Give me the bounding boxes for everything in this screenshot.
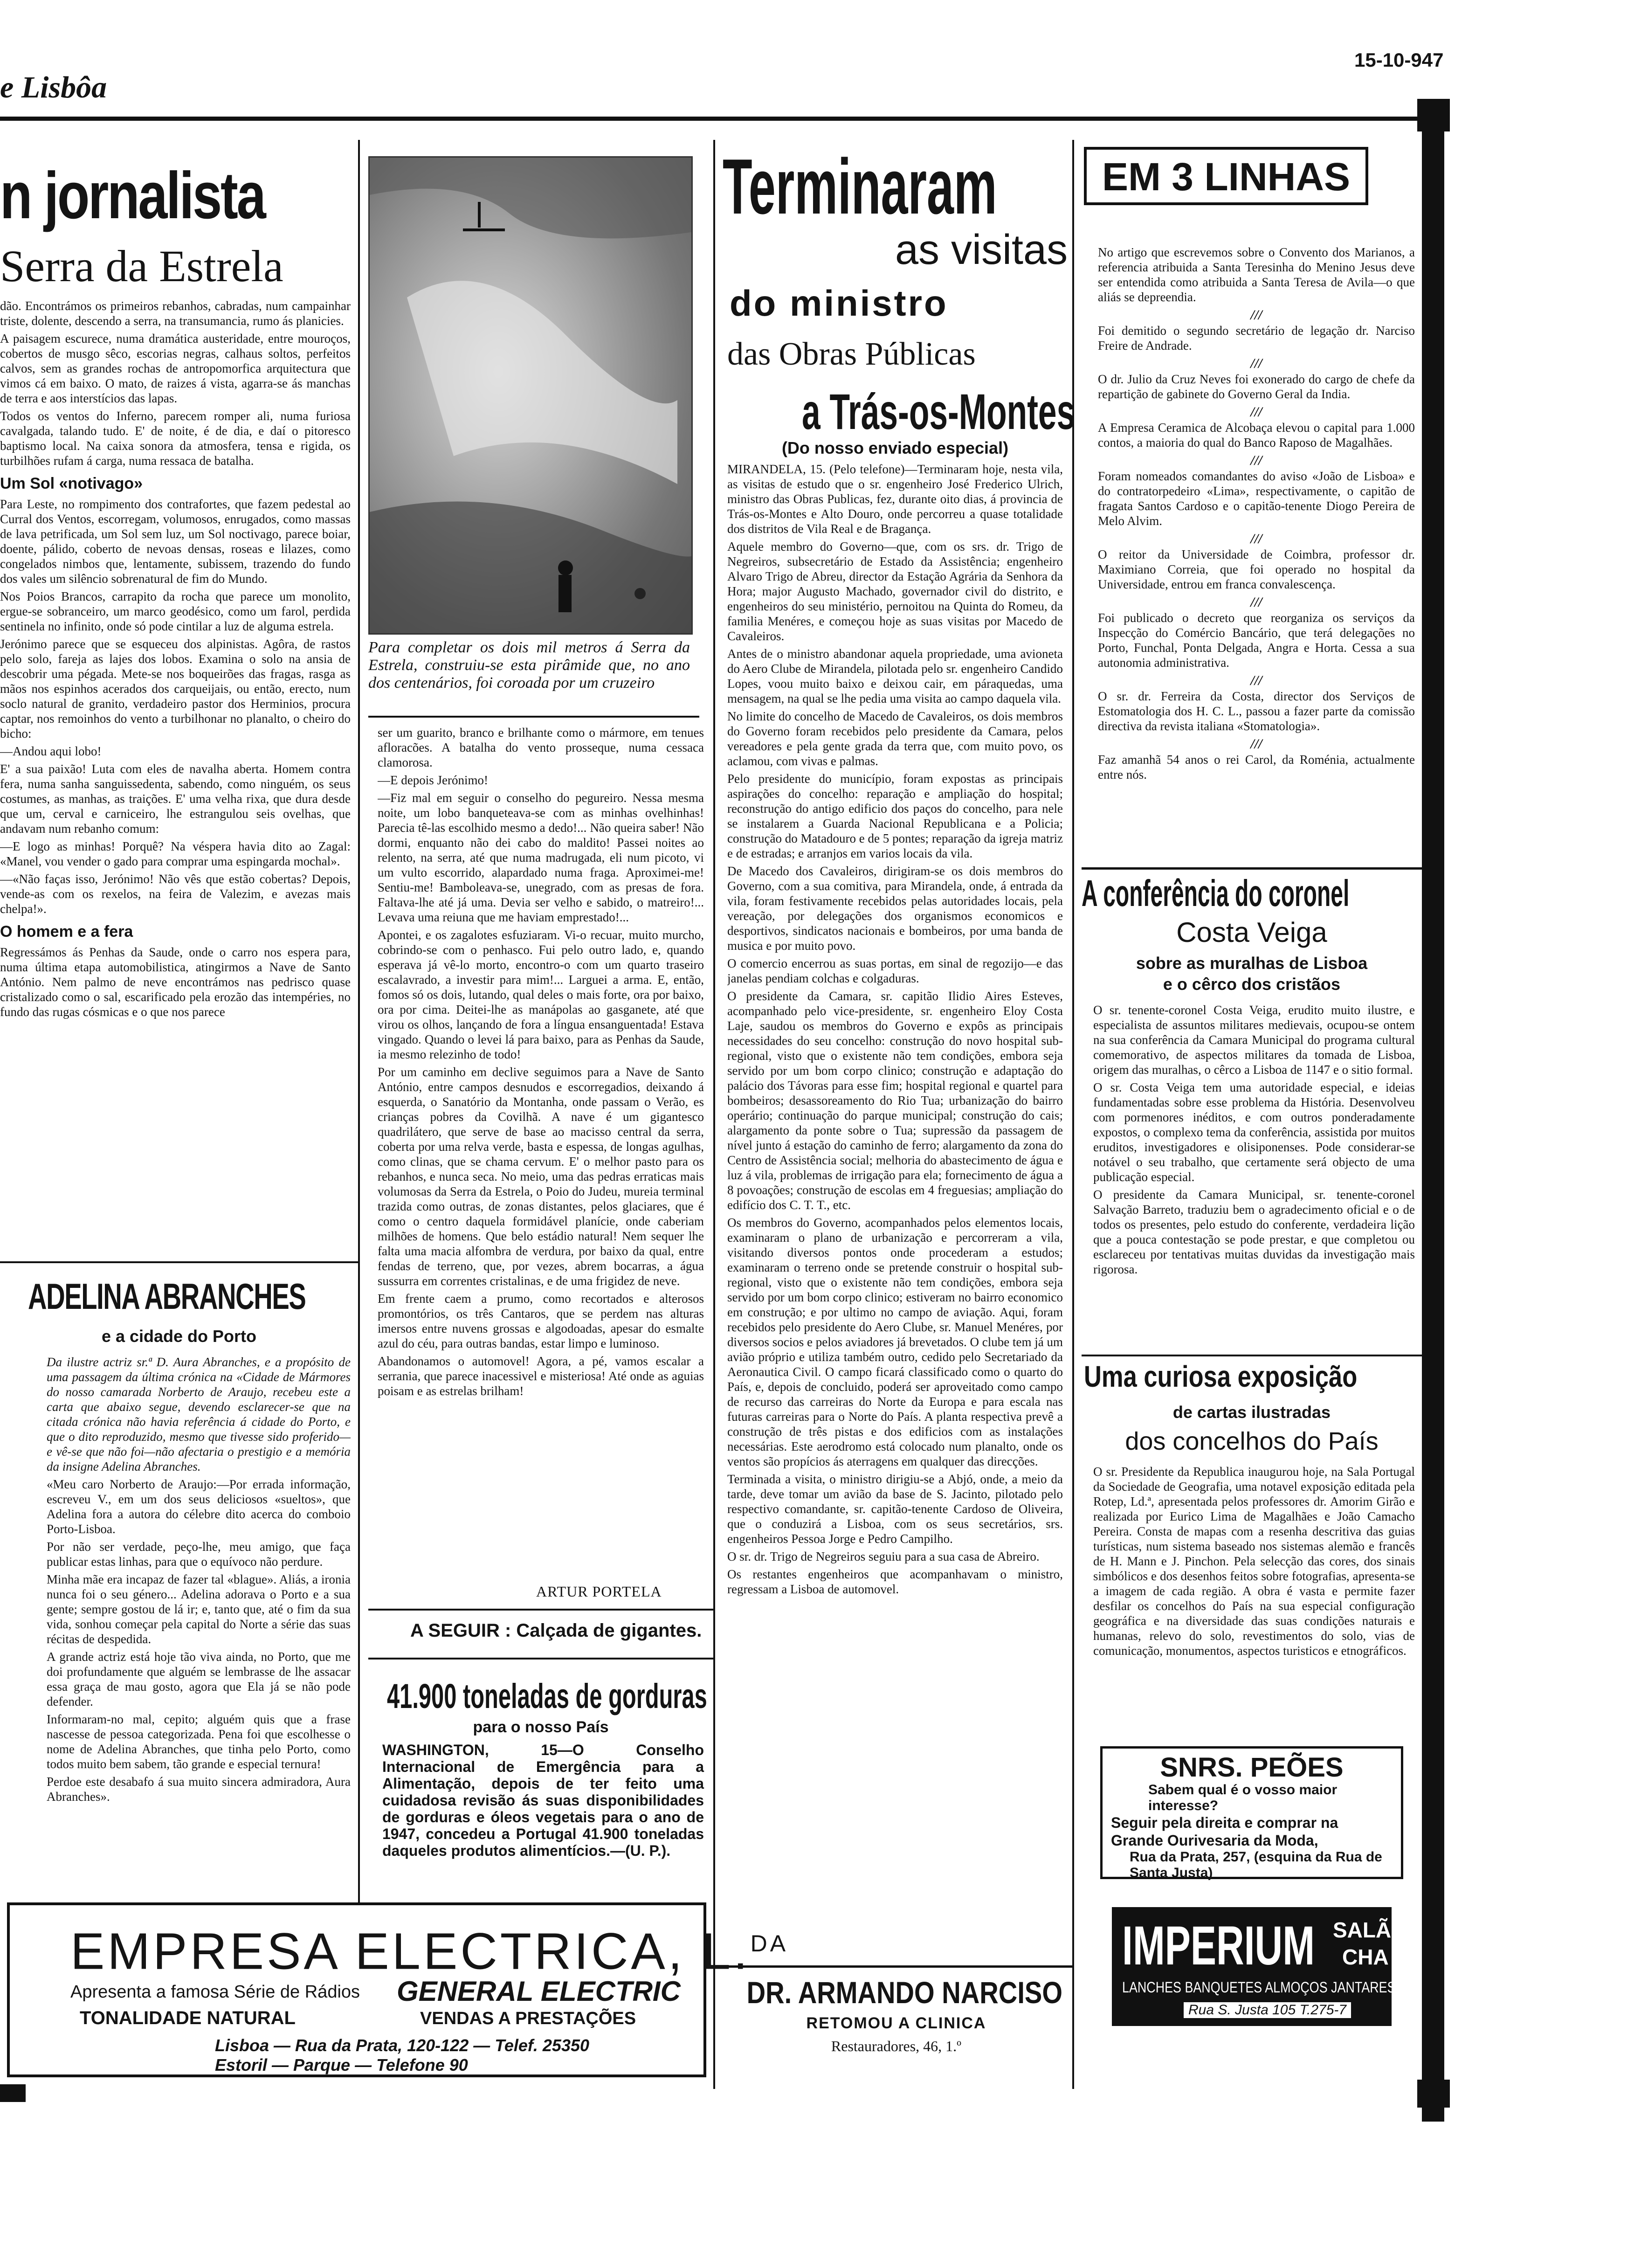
peoes-ad-title: SNRS. PEÕES bbox=[1160, 1752, 1344, 1783]
adelina-title: ADELINA ABRANCHES bbox=[28, 1276, 306, 1317]
right-margin-block-bottom bbox=[1417, 2080, 1450, 2108]
visitas-title-1: Terminaram bbox=[723, 143, 997, 230]
paragraph: O presidente da Camara Municipal, sr. tenente-coronel Salvação Barreto, traduziu bem o agradecimento oficial e o de todos os presentes, pelo estudo do conferente, verdadeira lição que a pouca contestação se pode prestar, e que completou ou esclareceu por tentativas muitas duvidas da investigação mais rigorosa. bbox=[1093, 1188, 1415, 1276]
imperium-ad-name: IMPERIUM bbox=[1122, 1915, 1315, 1977]
adelina-subtitle: e a cidade do Porto bbox=[101, 1327, 257, 1346]
narciso-ad-address: Restauradores, 46, 1.º bbox=[831, 2038, 962, 2054]
article-title-line2: Serra da Estrela bbox=[0, 241, 283, 291]
paragraph: —Andou aqui lobo! bbox=[0, 744, 102, 758]
imperium-ad-cha: CHA bbox=[1342, 1945, 1389, 1969]
brief-separator: /// bbox=[1250, 673, 1262, 688]
peoes-ad-line4: Rua da Prata, 257, (esquina da Rua de Santa Justa) bbox=[1130, 1849, 1382, 1881]
narciso-ad-line: RETOMOU A CLINICA bbox=[806, 2014, 986, 2032]
exposicao-sub2: dos concelhos do País bbox=[1125, 1427, 1379, 1455]
empresa-electrica-ad bbox=[7, 1902, 789, 2077]
brief-item: No artigo que escrevemos sobre o Convento dos Marianos, a referencia atribuida a Santa Teresinha do Menino Jesus deve ser entendida como atribuida a Santa Teresa de Avila—o que aliás se depreendia. bbox=[1098, 245, 1415, 304]
brief-separator: /// bbox=[1250, 531, 1262, 546]
divider bbox=[1082, 1355, 1422, 1356]
em3linhas-items bbox=[1098, 245, 1415, 865]
em3linhas-box bbox=[1084, 147, 1368, 205]
paragraph: E' a sua paixão! Luta com eles de navalha aberta. Homem contra fera, numa sanha sanguissedenta, sabendo, como ninguém, os seus costumes, as manhas, as traições. E' uma velha rixa, que dura desde que um, cerval e carniceiro, lhe estrangulou seis ovelhas, que andavam num rebanho comum: bbox=[0, 762, 351, 836]
left-margin-mark bbox=[0, 2084, 26, 2102]
imperium-ad-addr: Rua S. Justa 105 T.275-7 bbox=[1184, 2002, 1351, 2018]
paragraph: Terminada a visita, o ministro dirigiu-se a Abjó, onde, a meio da tarde, deve tomar um avião da base de S. Jacinto, pilotado pelo respectivo comandante, sr. capitão-tenente Cardoso de Oliveira, que o conduzirá a Lisboa, com os seus secretários, srs. engenheiros Pessoa Jorge e Pedro Campilho. bbox=[727, 1472, 1063, 1546]
next-part-notice: A SEGUIR : Calçada de gigantes. bbox=[410, 1620, 702, 1641]
conferencia-sub1: sobre as muralhas de Lisboa bbox=[1136, 954, 1368, 973]
visitas-title-2: as visitas bbox=[895, 227, 1068, 273]
conferencia-title: A conferência do coronel bbox=[1082, 872, 1350, 914]
imperium-ad bbox=[1112, 1907, 1408, 2026]
paragraph: Todos os ventos do Inferno, parecem romper ali, numa furiosa cavalgada, talando tudo. E' de noite, é de dia, e daí o pitoresco baptismo local. Na caixa sonora da atmosfera, tensa e rigida, os turbilhões rufam á carga, numa ressaca de batalha. bbox=[0, 409, 351, 468]
gorduras-subtitle: para o nosso País bbox=[473, 1718, 609, 1736]
narciso-ad-name: DR. ARMANDO NARCISO bbox=[746, 1975, 1062, 2010]
conferencia-body bbox=[1093, 1003, 1415, 1357]
peoes-ad-line1: Sabem qual é o vosso maior interesse? bbox=[1148, 1782, 1338, 1813]
paragraph: Jerónimo parece que se esqueceu dos alpinistas. Agôra, de rastos pelo solo, fareja as lajes dos lobos. Examina o solo na ansia de descobrir uma pégada. Mete-se nos boqueirões das fragas, rasga as mãos nos espinhos acerados dos carqueijais, ou então, erecto, num soclo natural de granito, verdadeiro pastor dos Herminios, procura captar, nos remoinhos do vento a turbilhonar no planalto, o cheiro do bicho: bbox=[0, 637, 351, 740]
paragraph: No limite do concelho de Macedo de Cavaleiros, os dois membros do Governo foram recebidos pelo presidente da Camara, pelos vereadores e pela gente grada da terra que, com muito povo, os aclamou, com vivas e palmas. bbox=[727, 709, 1063, 768]
brief-separator: /// bbox=[1250, 736, 1262, 752]
photo-pyramid bbox=[368, 156, 693, 635]
header-rule bbox=[0, 117, 1438, 121]
empresa-ad-line3: VENDAS A PRESTAÇÕES bbox=[420, 2009, 636, 2028]
exposicao-body bbox=[1093, 1464, 1415, 1739]
adelina-body bbox=[47, 1355, 351, 1867]
empresa-ad-line4: Lisboa — Rua da Prata, 120-122 — Telef. 25350 bbox=[215, 2036, 590, 2055]
empresa-ad-line2: TONALIDADE NATURAL bbox=[80, 2008, 296, 2028]
empresa-ad-name-sup: DA bbox=[750, 1930, 789, 1957]
divider bbox=[368, 716, 699, 718]
paragraph: O sr. Costa Veiga tem uma autoridade especial, e ideias fundamentadas sobre esse problema da História. Desenvolveu com pormenores inéditos, e com outros ponderadamente expostos, o complexo tema da conferência, assistida por muitos eruditos, investigadores e olisiponenses. Pode considerar-se notável o seu trabalho, que certamente será objecto de uma publicação especial. bbox=[1093, 1080, 1415, 1184]
brief-separator: /// bbox=[1250, 595, 1262, 610]
paragraph: O sr. tenente-coronel Costa Veiga, erudito muito ilustre, e especialista de assuntos militares medievais, ocupou-se ontem na sua conferência da Camara Municipal do programa cultural comemorativo, de aspectos militares da tomada de Lisboa, origem das muralhas, o cêrco a Lisboa de 1147 e o sitio formal. bbox=[1093, 1003, 1415, 1077]
paragraph: O presidente da Camara, sr. capitão Ilidio Aires Esteves, acompanhado pelo vice-presidente, sr. engenheiro Eloy Costa Laje, saudou os membros do Governo e expôs as principais necessidades do seu concelho: construção do novo hospital sub-regional, visto que o existente não tem condições, embora seja servido por um bom corpo clinico; construção e adaptação do palácio dos Távoras para esse fim; hospital regional e quartel para bombeiros; desassoreamento do Rio Tua; urbanização do bairro operário; continuação do parque municipal; construção do cais; alargamento da ponte sobre o Tua; supressão da passagem de nível junto á estação do caminho de ferro; alargamento da zona do Centro de Assistência social; melhoria do abastecimento de água e luz á vila, problemas de irrigação para ela; fornecimento de água a 8 povoações; construção de escolas em 4 freguesias; ampliação do edifício dos C. T. T., etc. bbox=[727, 989, 1063, 1212]
em3linhas-title: EM 3 LINHAS bbox=[1102, 155, 1351, 199]
brief-item: O dr. Julio da Cruz Neves foi exonerado do cargo de chefe da repartição de gabinete do Governo Geral da India. bbox=[1098, 372, 1415, 401]
article-jornalista-body bbox=[0, 298, 351, 1259]
visitas-title-3: do ministro bbox=[730, 283, 948, 324]
paragraph: A paisagem escurece, numa dramática austeridade, entre mouroços, cobertos de musgo sêco, escorias negras, calhaus soltos, perfeitos calvos, sem as grandes rochas de antropomorfica arquitectura que vimos cá em baixo. O mato, de raizes á vista, agarra-se ás manchas de terra e aos interstícios das lapas. bbox=[0, 332, 351, 405]
peoes-ad-line2: Seguir pela direita e comprar na bbox=[1111, 1814, 1338, 1831]
paragraph: Abandonamos o automovel! Agora, a pé, vamos escalar a serrania, que parece inacessivel e misteriosa! Até onde as aguias poisam e as estrelas brilham! bbox=[378, 1354, 704, 1398]
exposicao-title: Uma curiosa exposição bbox=[1084, 1360, 1358, 1393]
brief-item: Foi demitido o segundo secretário de legação dr. Narciso Freire de Andrade. bbox=[1098, 324, 1415, 353]
photo-caption: Para completar os dois mil metros á Serra da Estrela, construiu-se esta pirâmide que, no ano dos centenários, foi coroada por um cruzeiro bbox=[368, 639, 690, 691]
article-jornalista-continued bbox=[378, 725, 704, 1602]
empresa-ad-line5: Estoril — Parque — Telefone 90 bbox=[215, 2055, 468, 2074]
paragraph: —Fiz mal em seguir o conselho do pegureiro. Nessa mesma noite, um lobo banqueteava-se com as minhas ovelhinhas! Parecia tê-las escolhido mesmo a dedo!... Não queira saber! Não dormi, enquanto não dei cabo do maldito! Passei noites ao relento, na serra, até que numa madrugada, eli num picoto, vi um vulto escorrido, alapardado numa fraga. Aproximei-me! Sentiu-me! Bamboleava-se, unegrado, com as presas de fora. Faltava-lhe até já uma. Devia ser velho e sabido, o matreiro!... Levava uma reiuna que me haviam emprestado!... bbox=[378, 791, 704, 924]
right-margin-bar bbox=[1422, 103, 1444, 2122]
paragraph: Minha mãe era incapaz de fazer tal «blague». Aliás, a ironia nunca foi o seu género... Adelina adorava o Porto e a sua gente; sempre gostou de lá ir; e, tanto que, até o fim da sua vida, sonhou começar pela capital do Norte a série das suas récitas de despedida. bbox=[47, 1572, 351, 1646]
paragraph: —E depois Jerónimo! bbox=[378, 773, 488, 787]
paragraph: Regressámos ás Penhas da Saude, onde o carro nos espera para, numa última etapa automobilistica, atingirmos a Nave de Santo António. Nem palmo de neve encontrámos nas pedrisco quase cristalizado como o sal, escarificado pela erozão das intempéries, no fundo das rugas cósmicas e o que nos parece bbox=[0, 945, 351, 1019]
brief-item: O reitor da Universidade de Coimbra, professor dr. Maximiano Correia, que foi operado no hospital da Universidade, entrou em franca convalescença. bbox=[1098, 547, 1415, 591]
exposicao-sub: de cartas ilustradas bbox=[1172, 1403, 1331, 1422]
brief-separator: /// bbox=[1250, 307, 1262, 323]
paragraph: ser um guarito, branco e brilhante como o mármore, em tenues afloracões. A batalha do vento prosseque, numa cessaca clamorosa. bbox=[378, 726, 704, 769]
brief-item: Faz amanhã 54 anos o rei Carol, da Roménia, actualmente entre nós. bbox=[1098, 753, 1415, 781]
paragraph: De Macedo dos Cavaleiros, dirigiram-se os dois membros do Governo, com a sua comitiva, para Mirandela, onde, á entrada da vila, foram festivamente recebidos pelas autoridades locais, pela vereação, por delegações dos organismos economicos e desportivos, sindicatos nacionais e bombeiros, por uma banda de musica e por muito povo. bbox=[727, 864, 1063, 953]
paragraph: Os membros do Governo, acompanhados pelos elementos locais, examinaram o plano de urbanização e percorreram a vila, visitando diversos pontos onde procederam a estudos; examinaram o terreno onde se pretende construir o hospital sub-regional, visto que o existente não tem condições, embora seja servido por um bom corpo clinico; estiveram no bairro economico em construção; e por ultimo no campo de aviação. Aqui, foram recebidos pelo presidente do Aero Clube, sr. Manuel Menéres, por diversos socios e pelos aviadores já brevetados. O clube tem já um avião próprio e utiliza também outro, cedido pelo Secretariado da Aeronautica Civil. O campo ficará classificado como o quarto do País, e, depois de concluido, poderá ser aproveitado como campo de recurso das carreiras do Norte da Europa e para escala nas futuras carreiras para o Norte do País. A planta respectiva prevê a construção de três pistas e dos edificios com as instalações necessárias. Este aerodromo está colocado num planalto, onde os ventos são propícios ás aterragens em qualquer das direcções. bbox=[727, 1216, 1063, 1468]
gorduras-body: WASHINGTON, 15—O Conselho Internacional de Emergência para a Alimentação, depois de ter feito uma cuidadosa revisão ás suas disponibilidades de gorduras e óleos vegetais para o ano de 1947, concedeu a Portugal 41.900 toneladas daqueles produtos alimentícios.—(U. P.). bbox=[382, 1742, 704, 1859]
brief-item: O sr. dr. Ferreira da Costa, director dos Serviços de Estomatologia dos H. C. L., passou a fazer parte da comissão directiva da revista italiana «Stomatologia». bbox=[1098, 689, 1415, 733]
visitas-title-5: a Trás-os-Montes bbox=[802, 383, 1076, 440]
paragraph: Perdoe este desabafo á sua muito sincera admiradora, Aura Abranches». bbox=[47, 1775, 351, 1804]
brief-separator: /// bbox=[1250, 356, 1262, 371]
column-rule-2 bbox=[713, 140, 715, 2089]
paragraph: dão. Encontrámos os primeiros rebanhos, cabradas, num campainhar triste, dolente, descendo a serra, na transumancia, rumo ás planicies. bbox=[0, 299, 351, 328]
brief-item: Foram nomeados comandantes do aviso «João de Lisboa» e do contratorpedeiro «Lima», respectivamente, o capitão de fragata Santos Cardoso e o capitão-tenente Diogo Pereira de Melo Alvim. bbox=[1098, 469, 1415, 528]
empresa-ad-line1: Apresenta a famosa Série de Rádios bbox=[70, 1982, 360, 2002]
paragraph: Da ilustre actriz sr.ª D. Aura Abranches, e a propósito de uma passagem da última crónica na «Cidade de Mármores do nosso camarada Norberto de Araujo, recebeu este a carta que abaixo segue, devendo esclarecer-se que na citada crónica não havia referência á cidade do Porto, e que o dito reproduzido, mesmo que tivesse sido proferido—e vê-se que não foi—não afectaria o prestigio e a memória da insigne Adelina Abranches. bbox=[47, 1355, 351, 1473]
paragraph: Por não ser verdade, peço-lhe, meu amigo, que faça publicar estas linhas, para que o equívoco não perdure. bbox=[47, 1540, 351, 1569]
paragraph: Aquele membro do Governo—que, com os srs. dr. Trigo de Negreiros, subsecretário de Estado da Assistência; engenheiro Alvaro Trigo de Abreu, director da Estação Agrária da Senhora da Hora; major Augusto Machado, governador civil do distrito, e engenheiros do seu ministério, pernoitou na Quinta do Romeu, da familia Menéres, e começou hoje as suas visitas por Macedo de Cavaleiros. bbox=[727, 539, 1063, 643]
paragraph: Em frente caem a prumo, como recortados e alterosos promontórios, os três Cantaros, que se perdem nas alturas imersos entre nuvens grossas e algodoadas, apesar do esmalte azul do céu, para outras bandas, estar limpo e luminoso. bbox=[378, 1292, 704, 1350]
peoes-ad bbox=[1100, 1746, 1403, 1879]
paragraph: Informaram-no mal, cepito; alguém quis que a frase nascesse de pessoa categorizada. Pena foi que escolhesse o nome de Adelina Abranches, que tinha pelo Porto, como todos muito bem sabem, tão grande e especial ternura! bbox=[47, 1712, 351, 1771]
section-title: e Lisbôa bbox=[0, 70, 107, 104]
peoes-ad-line3: Grande Ourivesaria da Moda, bbox=[1111, 1832, 1318, 1849]
paragraph: Para Leste, no rompimento dos contrafortes, que fazem pedestal ao Curral dos Ventos, escorregam, volumosos, enrugados, como massas de lava petrificada, um Sol sem luz, um Sol noctivago, parece boiar, doente, pálido, coberto de nevoas densas, roseas e lilazes, como congelados nimbos que, lentamente, subissem, trazendo do fundo dos vales um silêncio sobrenatural de fim do Mundo. bbox=[0, 497, 351, 586]
brief-item: A Empresa Ceramica de Alcobaça elevou o capital para 1.000 contos, a maioria do qual do Banco Raposo de Magalhães. bbox=[1098, 421, 1415, 449]
paragraph: O comercio encerrou as suas portas, em sinal de regozijo—e das janelas pendiam colchas e colgaduras. bbox=[727, 956, 1063, 985]
column-rule-1 bbox=[358, 140, 360, 1902]
paragraph: Nos Poios Brancos, carrapito da rocha que parece um monolito, ergue-se sobranceiro, um marco geodésico, como um farol, perdida sentinela no infinito, onde só pode cintilar a luz de alguma estrela. bbox=[0, 589, 351, 633]
paragraph: A grande actriz está hoje tão viva ainda, no Porto, que me doi profundamente que alguém se lembrasse de lhe assacar essa graça de mau gosto, agora que Ela já se não pode defender. bbox=[47, 1650, 351, 1708]
paragraph: —E logo as minhas! Porquê? Na véspera havia dito ao Zagal: «Manel, vou vender o gado para comprar uma espingarda mochal». bbox=[0, 839, 351, 868]
photo-illustration bbox=[370, 158, 691, 633]
page-date: 15-10-947 bbox=[1354, 49, 1444, 71]
empresa-ad-name-text: EMPRESA ELECTRICA, L. bbox=[70, 1922, 751, 1980]
divider bbox=[368, 1609, 713, 1611]
paragraph: MIRANDELA, 15. (Pelo telefone)—Terminaram hoje, nesta vila, as visitas de estudo que o sr. engenheiro José Frederico Ulrich, ministro das Obras Publicas, fez, durante oito dias, á provincia de Trás-os-Montes e Alto Douro, onde percorreu a quase totalidade dos distritos de Vila Real e de Bragança. bbox=[727, 462, 1063, 536]
paragraph: —«Não faças isso, Jerónimo! Não vês que estão cobertas? Depois, vende-as com os rexelos, na feira de Valezim, e avezas mais chelpa!». bbox=[0, 872, 351, 916]
conferencia-name: Costa Veiga bbox=[1176, 917, 1327, 948]
paragraph: Apontei, e os zagalotes esfuziaram. Vi-o recuar, muito murcho, cobrindo-se com o penhasco. Fui pelo outro lado, e, quando esperava já vê-lo morto, encontro-o com um quarto traseiro escalavrado, a investir para mim!... Larguei a arma. E, então, fomos só os dois, lutando, qual deles o mais forte, ora por baixo, ora por cima. Deitei-lhe as manápolas ao gasganete, até que virou os olhos, lançando de fora a língua ensanguentada! Estava vingado. Quando o levei lá para baixo, para as Penhas da Saude, ia mesmo relezinho de todo! bbox=[378, 928, 704, 1061]
divider bbox=[0, 1261, 358, 1263]
paragraph: Pelo presidente do município, foram expostas as principais aspirações do concelho: reparação e ampliação do hospital; reconstrução do antigo edificio dos paços do concelho, para nele se instalarem a Guarda Nacional Republicana e a Policia; construção do Matadouro e de 5 pontes; reparação da igreja matriz e de estradas; e arranjos em varios locais da vila. bbox=[727, 772, 1063, 860]
paragraph: O sr. Presidente da Republica inaugurou hoje, na Sala Portugal da Sociedade de Geografia, uma notavel exposição editada pela Rotep, Ld.ª, apresentada pelos professores dr. Amorim Girão e realizada por Eurico Lima de Magalhães e João Camacho Pereira. Consta de mapas com a resenha descritiva das guias turísticas, num sistema baseado nos sistemas alemão e francês de H. Mann e J. Pinchon. Pela selecção das cores, dos sinais simbólicos e dos desenhos feitos sobre fotografias, apresenta-se a imagem de cada região. A obra é vasta e permite fazer desfilar os concelhos do País na sua especial configuração geográfica e na diversidade das suas condições naturais e humanas, relevo do solo, revestimentos do solo, vias de comunicação, monumentos, aspectos turisticos e etnográficos. bbox=[1093, 1465, 1415, 1658]
divider bbox=[368, 1658, 713, 1660]
paragraph: O sr. dr. Trigo de Negreiros seguiu para a sua casa de Abreiro. bbox=[727, 1549, 1040, 1563]
paragraph: Antes de o ministro abandonar aquela propriedade, uma avioneta do Aero Clube de Mirandela, pilotada pelo sr. engenheiro Candido Lopes, voou muito baixo e deixou cair, em páraquedas, uma mensagem, na qual se lhe pedia uma visita ao campo daquela vila. bbox=[727, 647, 1063, 705]
brief-item: Foi publicado o decreto que reorganiza os serviços da Inspecção do Comércio Bancário, que terá delegações no Porto, Funchal, Ponta Delgada, Angra e Horta. Cessa a sua autonomia administrativa. bbox=[1098, 611, 1415, 670]
visitas-byline: (Do nosso enviado especial) bbox=[781, 438, 1009, 457]
divider bbox=[1082, 867, 1422, 870]
subheading: O homem e a fera bbox=[0, 923, 133, 940]
visitas-body bbox=[727, 462, 1063, 1982]
empresa-ad-name bbox=[70, 1917, 788, 1978]
brief-separator: /// bbox=[1250, 404, 1262, 420]
article-title-line1: n jornalista bbox=[0, 159, 265, 233]
empresa-ad-brand: GENERAL ELECTRIC bbox=[397, 1976, 681, 2007]
imperium-ad-line: LANCHES BANQUETES ALMOÇOS JANTARES bbox=[1122, 1979, 1396, 1996]
article-author: ARTUR PORTELA bbox=[536, 1583, 662, 1600]
paragraph: Os restantes engenheiros que acompanhavam o ministro, regressam a Lisboa de automovel. bbox=[727, 1567, 1063, 1596]
paragraph: Por um caminho em declive seguimos para a Nave de Santo António, entre campos desnudos e escorregadios, deixando á esquerda, o Sanatório da Montanha, onde passam o Verão, es crianças pobres da Covilhã. A nave é um gigantesco quadrilátero, que serve de base ao macisso central da serra, coberta por uma relva verde, basta e espessa, de longas agulhas, como clinas, que se chama cervum. E' o melhor pasto para os rebanhos, e nunca seca. No meio, uma das pedras erraticas mais volumosas da Serra da Estrela, o Poio do Judeu, mureia terminal trazida como outras, de zonas distantes, pelos glaciares, que é como o centro daquela formidável planície, onde caberiam milhões de homens. Que belo estádio natural! Nem sequer lhe falta uma macia alfombra de verdura, por baixo da qual, entre fendas de terreno, que, por vezes, abrem bocarras, a água sussurra em correntes cristalinas, e de uma frigidez de neve. bbox=[378, 1065, 704, 1288]
conferencia-sub2: e o cêrco dos cristãos bbox=[1163, 975, 1341, 994]
right-margin-block-top bbox=[1417, 99, 1450, 131]
imperium-ad-salao: SALÃO bbox=[1333, 1918, 1408, 1942]
gorduras-title: 41.900 toneladas de gorduras bbox=[387, 1677, 707, 1715]
visitas-title-4: das Obras Públicas bbox=[727, 336, 976, 372]
subheading: Um Sol «notivago» bbox=[0, 475, 143, 492]
brief-separator: /// bbox=[1250, 453, 1262, 468]
paragraph: «Meu caro Norberto de Araujo:—Por errada informação, escreveu V., em um dos seus deliciosos «sueltos», que Adelina fora a autora do célebre dito acerca do comboio Porto-Lisboa. bbox=[47, 1477, 351, 1536]
